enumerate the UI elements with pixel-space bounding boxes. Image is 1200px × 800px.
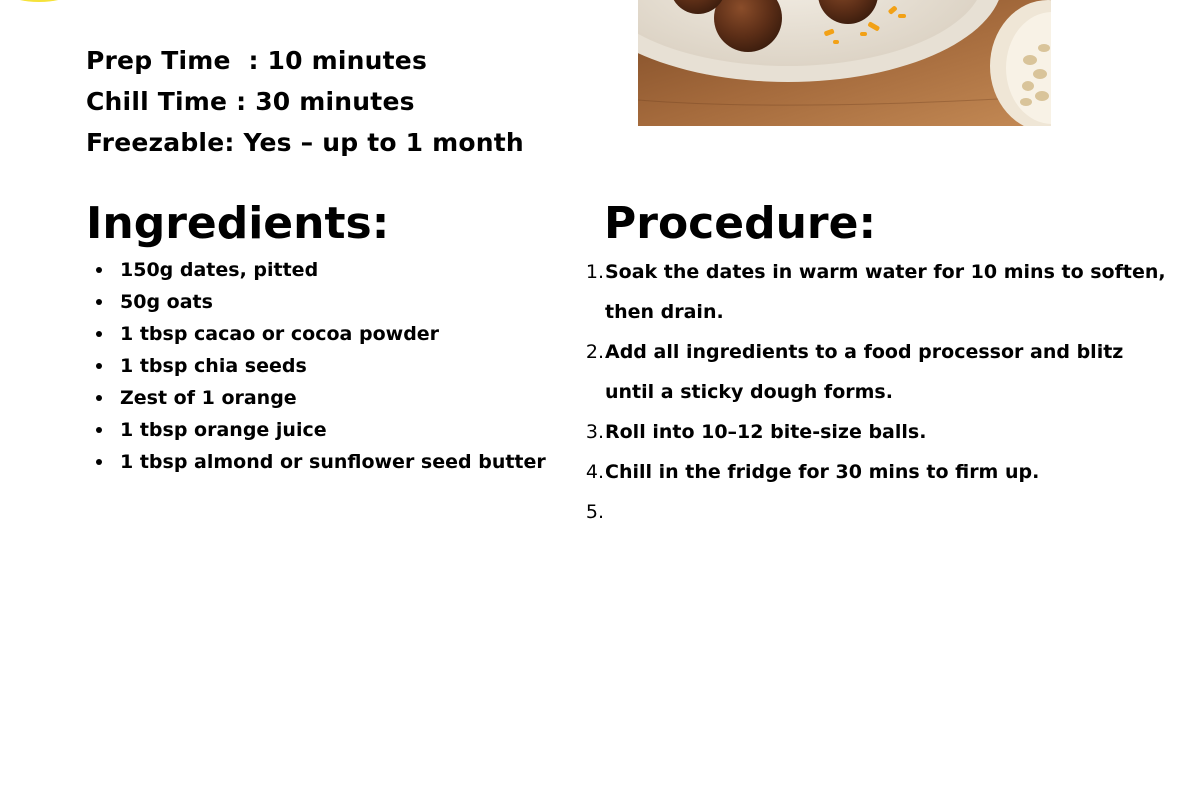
ingredient-item <box>86 350 566 382</box>
procedure-section <box>584 196 1174 523</box>
bullet-icon <box>96 331 102 337</box>
recipe-meta <box>86 40 524 163</box>
bullet-icon <box>96 299 102 305</box>
ingredients-heading: Ingredients: <box>86 198 390 249</box>
bullet-icon <box>96 363 102 369</box>
ingredient-text: 1 tbsp orange juice <box>120 419 327 441</box>
ingredient-item <box>86 318 566 350</box>
step-number: 4. <box>585 461 604 483</box>
step-text: Roll into 10–12 bite-size balls. <box>605 421 927 443</box>
bullet-icon <box>96 459 102 465</box>
freezable-info: Freezable: Yes – up to 1 month <box>86 128 524 157</box>
ingredient-item <box>86 382 566 414</box>
procedure-step <box>584 412 1174 452</box>
chill-time: Chill Time : 30 minutes <box>86 87 415 116</box>
ingredient-text: 150g dates, pitted <box>120 259 319 281</box>
bullet-icon <box>96 427 102 433</box>
ingredient-text: 50g oats <box>120 291 213 313</box>
procedure-step <box>584 332 1174 412</box>
ingredient-text: Zest of 1 orange <box>120 387 297 409</box>
ingredient-text: 1 tbsp cacao or cocoa powder <box>120 323 440 345</box>
step-number: 2. <box>585 341 604 363</box>
ingredient-item <box>86 414 566 446</box>
step-text: Soak the dates in warm water for 10 mins to soften, then drain. <box>605 261 1166 323</box>
step-number: 5. <box>585 501 604 523</box>
step-text: Chill in the fridge for 30 mins to firm up. <box>605 461 1040 483</box>
step-number: 1. <box>585 261 604 283</box>
procedure-heading: Procedure: <box>604 198 877 249</box>
step-number: 3. <box>585 421 604 443</box>
energy-balls-photo <box>638 0 1051 126</box>
ingredient-text: 1 tbsp chia seeds <box>120 355 307 377</box>
decorative-yellow-shape <box>10 0 68 2</box>
procedure-step <box>584 252 1174 332</box>
ingredient-item <box>86 286 566 318</box>
prep-time: Prep Time : 10 minutes <box>86 46 428 75</box>
procedure-step <box>584 452 1174 492</box>
ingredient-item <box>86 254 566 286</box>
step-text: Add all ingredients to a food processor and blitz until a sticky dough forms. <box>605 341 1124 403</box>
ingredients-section <box>86 196 566 478</box>
ingredient-item <box>86 446 566 478</box>
bullet-icon <box>96 395 102 401</box>
ingredient-text: 1 tbsp almond or sunflower seed butter <box>120 451 546 473</box>
bullet-icon <box>96 267 102 273</box>
ingredients-list <box>86 254 566 478</box>
procedure-list <box>584 252 1174 523</box>
